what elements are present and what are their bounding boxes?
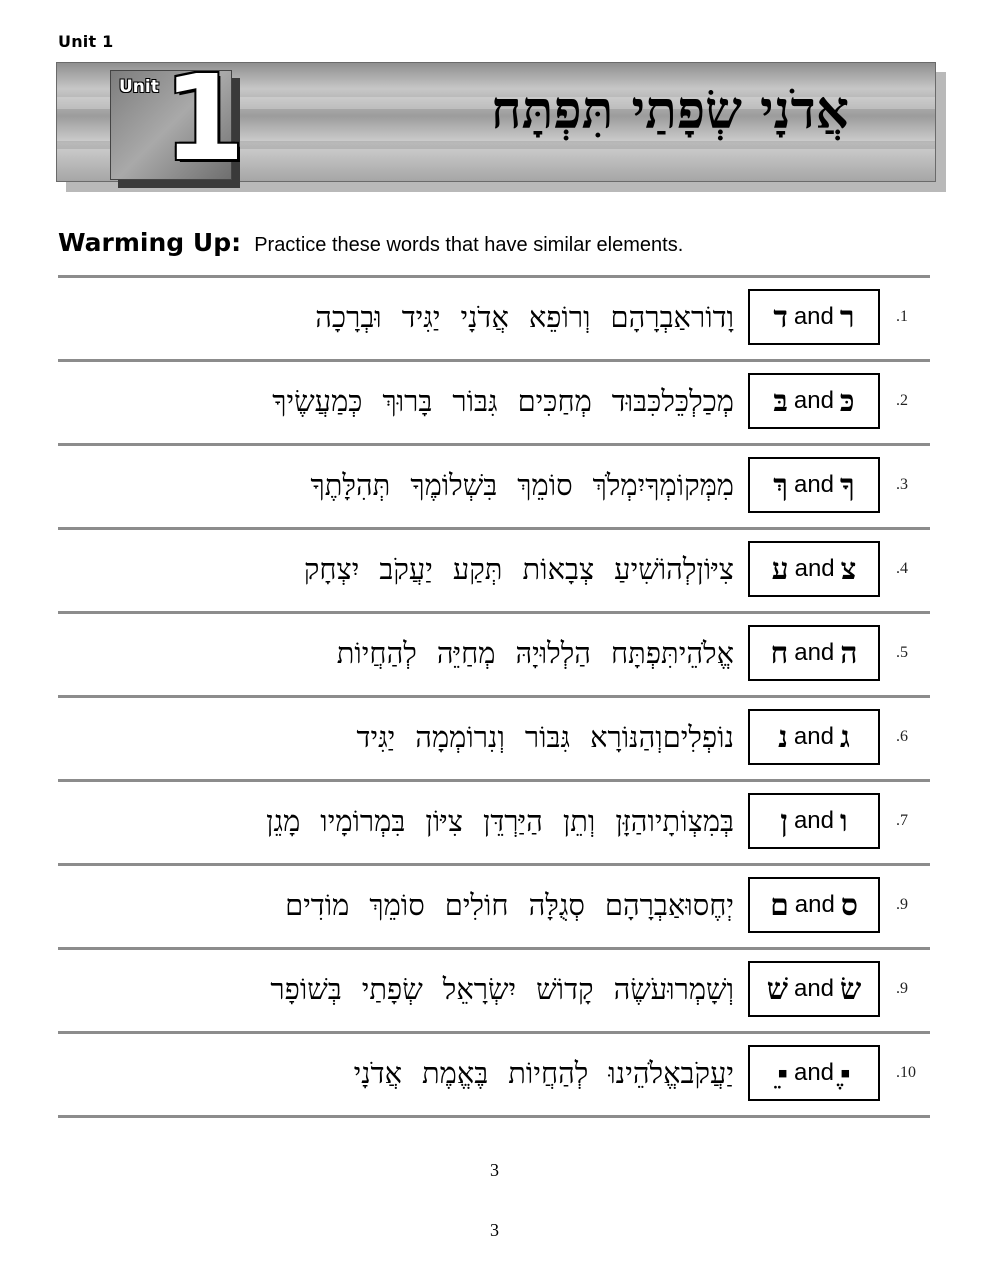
hebrew-word: בְּשׁוֹפָר <box>270 971 342 1006</box>
practice-row <box>58 362 930 440</box>
letter-pair-box <box>748 793 880 849</box>
letter-a: ג <box>839 719 850 755</box>
hebrew-word: מָגֵן <box>266 803 301 838</box>
and-label: and <box>793 1059 835 1086</box>
letter-a: ▪ֶ <box>840 1055 851 1091</box>
row-words <box>334 1034 734 1112</box>
letter-b: בּ <box>773 383 788 419</box>
hebrew-word: הַזָּן <box>615 803 648 838</box>
hebrew-word: אַבְרָהָם <box>610 299 691 334</box>
and-label: and <box>794 891 835 918</box>
letter-a: ה <box>840 635 858 671</box>
letter-a: צ <box>840 551 857 587</box>
hebrew-word: גִּבּוֹר <box>452 383 498 418</box>
hebrew-word: בְּמִצְוֹתָיו <box>647 803 734 838</box>
hebrew-word: לְהוֹשִׁיעַ <box>614 551 697 586</box>
hebrew-word: לְהַחֲיוֹת <box>508 1055 589 1090</box>
row-words <box>252 362 734 440</box>
practice-row <box>58 866 930 944</box>
row-words <box>250 950 734 1028</box>
hebrew-word: וְהַנּוֹרָא <box>590 719 663 754</box>
and-label: and <box>794 639 835 666</box>
hebrew-word: הַלְלוּיָהּ <box>515 635 591 670</box>
hebrew-word: אֲדֹנָי <box>353 1055 402 1090</box>
hebrew-word: וְתֵן <box>562 803 596 838</box>
hebrew-word: יִצְחָק <box>303 551 360 586</box>
practice-row <box>58 1034 930 1112</box>
hebrew-word: וְנִרוֹמְמָה <box>415 719 505 754</box>
hebrew-word: אֱלֹהֵינוּ <box>608 1055 681 1090</box>
hebrew-word: הַיַּרְדֵּן <box>482 803 543 838</box>
row-number: .10 <box>896 1064 916 1081</box>
hebrew-word: וָדוֹר <box>690 299 734 334</box>
practice-row <box>58 782 930 860</box>
hebrew-word: כְּמַעֲשֶׂיךָ <box>272 383 363 418</box>
row-words <box>284 530 734 608</box>
and-label: and <box>794 555 835 582</box>
practice-row <box>58 530 930 608</box>
row-words <box>246 782 734 860</box>
hebrew-word: גִּבּוֹר <box>524 719 571 754</box>
letter-b: נ <box>778 719 788 755</box>
hebrew-word: קָדוֹשׁ <box>536 971 594 1006</box>
letter-pair-box <box>748 709 880 765</box>
hebrew-word: בָּרוּךְ <box>382 383 433 418</box>
row-number: .4 <box>896 560 908 577</box>
row-words <box>290 446 734 524</box>
letter-b: ךְ <box>773 467 788 503</box>
row-words <box>295 278 734 356</box>
letter-b: ם <box>770 887 789 923</box>
letter-pair-box <box>748 541 880 597</box>
letter-pair-box <box>748 457 880 513</box>
hebrew-word: יַגִּיד <box>356 719 396 754</box>
hebrew-word: אֲדֹנָי <box>460 299 509 334</box>
hebrew-word: שְׂפָתַי <box>361 971 423 1006</box>
letter-a: כּ <box>839 383 855 419</box>
letter-b: שׁ <box>766 971 788 1007</box>
hebrew-word: בִּמְרוֹמָיו <box>320 803 406 838</box>
hebrew-word: מְחַכִּים <box>517 383 592 418</box>
hebrew-word: סְגֻלָּה <box>528 887 585 922</box>
hebrew-word: צִיּוֹן <box>696 551 734 586</box>
row-divider <box>58 1115 930 1118</box>
hebrew-word: יִשְׂרָאֵל <box>442 971 517 1006</box>
unit-badge-word: Unit <box>119 77 159 97</box>
hebrew-word: יִמְלֹךְ <box>592 467 646 502</box>
row-number: .9 <box>896 980 908 997</box>
letter-a: ו <box>840 803 848 839</box>
letter-pair-box <box>748 289 880 345</box>
and-label: and <box>793 975 835 1002</box>
letter-b: ע <box>771 551 789 587</box>
practice-row <box>58 278 930 356</box>
and-label: and <box>793 471 835 498</box>
hebrew-word: יְחֶסוּ <box>685 887 734 922</box>
hebrew-word: בֶּאֱמֶת <box>421 1055 489 1090</box>
letter-pair-box <box>748 961 880 1017</box>
hebrew-word: חוֹלִים <box>444 887 509 922</box>
letter-pair-box <box>748 1045 880 1101</box>
practice-row <box>58 698 930 776</box>
hebrew-word: וְשָׁמְרוּ <box>667 971 734 1006</box>
hebrew-word: לְהַחֲיוֹת <box>336 635 417 670</box>
letter-b: ן <box>780 803 788 839</box>
hebrew-word: וְרוֹפֵא <box>528 299 591 334</box>
hebrew-word: אַבְרָהָם <box>604 887 686 922</box>
hebrew-word: אֱלֹהֵי <box>678 635 734 670</box>
practice-row <box>58 950 930 1028</box>
letter-pair-box <box>748 877 880 933</box>
hebrew-word: בִּשְׁלוֹמֶךָ <box>410 467 498 502</box>
hebrew-word: תִּפְתָּח <box>611 635 679 670</box>
hebrew-word: יַעֲקֹב <box>379 551 433 586</box>
letter-a: שׂ <box>840 971 862 1007</box>
and-label: and <box>793 387 834 414</box>
row-words <box>337 698 734 776</box>
warming-up-label: Warming Up: <box>58 228 242 257</box>
hebrew-word: עֹשֶׂה <box>613 971 668 1006</box>
hebrew-word: מוֹדִים <box>285 887 350 922</box>
hebrew-word: מְחַיֵּה <box>436 635 496 670</box>
letter-a: ר <box>839 299 855 335</box>
row-number: .2 <box>896 392 908 409</box>
practice-row <box>58 446 930 524</box>
hebrew-word: יַגִּיד <box>401 299 441 334</box>
hebrew-word: מְכַלְכֵּל <box>661 383 734 418</box>
row-number: .5 <box>896 644 908 661</box>
unit-badge-number: 1 <box>163 49 246 187</box>
hebrew-word: מִמְּקוֹמְךָ <box>645 467 734 502</box>
hebrew-word: סוֹמֵךְ <box>517 467 573 502</box>
row-words <box>317 614 734 692</box>
letter-b: ח <box>770 635 789 671</box>
hebrew-word: צְבָאוֹת <box>522 551 595 586</box>
row-number: .6 <box>896 728 908 745</box>
row-number: .7 <box>896 812 908 829</box>
hebrew-word: סוֹמֵךְ <box>369 887 425 922</box>
letter-pair-box <box>748 625 880 681</box>
hebrew-word: יַעֲקֹב <box>680 1055 734 1090</box>
row-number: .9 <box>896 896 908 913</box>
unit-title-hebrew: אֲדֹנָי שְׂפָתַי תִּפְתָּח <box>490 80 849 141</box>
and-label: and <box>793 723 834 750</box>
unit-corner-label: Unit 1 <box>58 32 114 51</box>
hebrew-word: וּבְרָכָה <box>315 299 382 334</box>
hebrew-word: כִּבּוּד <box>611 383 662 418</box>
page-number: 3 <box>490 1160 499 1180</box>
hebrew-word: נוֹפְלִים <box>662 719 734 754</box>
hebrew-word: תְּקַע <box>452 551 503 586</box>
warming-up-heading <box>58 228 683 257</box>
letter-pair-box <box>748 373 880 429</box>
letter-a: ס <box>840 887 858 923</box>
unit-badge <box>110 49 246 187</box>
and-label: and <box>793 303 834 330</box>
warming-up-instruction: Practice these words that have similar elements. <box>254 234 684 256</box>
letter-b: ד <box>773 299 788 335</box>
page-number-footer: 3 <box>490 1220 499 1240</box>
row-words <box>265 866 734 944</box>
letter-a: ךָ <box>840 467 855 503</box>
hebrew-word: תְּהִלָּתֶךָ <box>310 467 391 502</box>
row-number: .3 <box>896 476 908 493</box>
and-label: and <box>793 807 834 834</box>
letter-b: ▪ֵ <box>777 1055 788 1091</box>
practice-row <box>58 614 930 692</box>
hebrew-word: צִיּוֹן <box>425 803 463 838</box>
row-number: .1 <box>896 308 908 325</box>
